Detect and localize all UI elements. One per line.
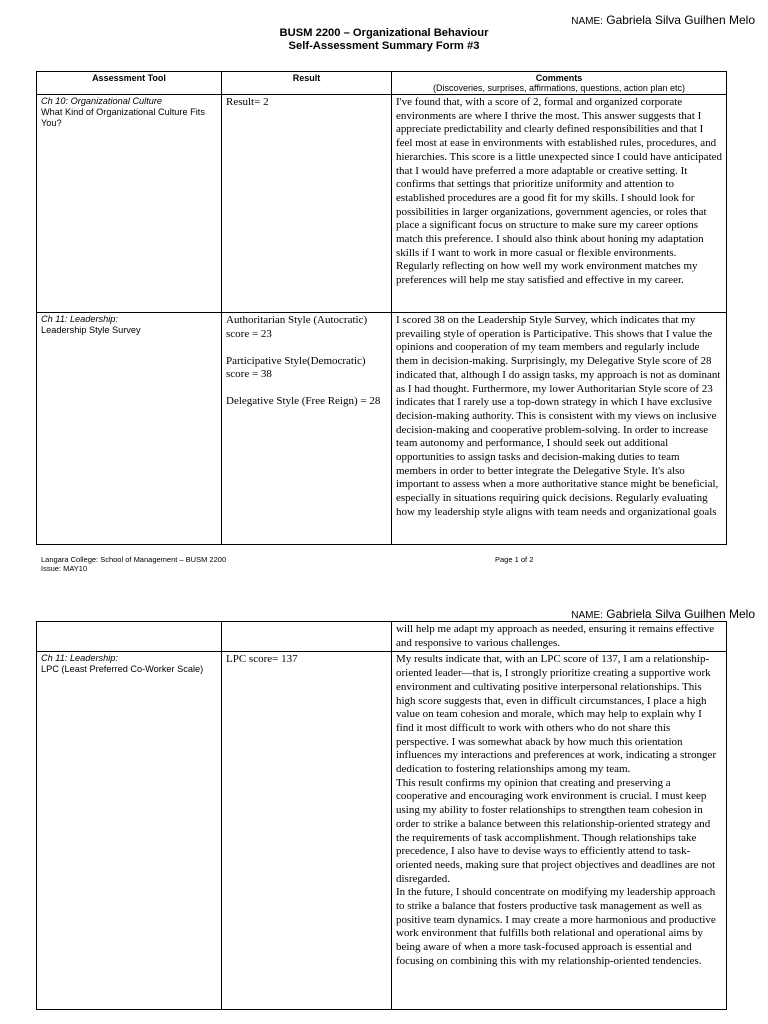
header-comments-sub: (Discoveries, surprises, affirmations, questions, action plan etc) (433, 83, 685, 93)
result-value: Delegative Style (Free Reign) = 28 (226, 395, 381, 407)
result-value: Participative Style(Democratic) score = 38 (226, 354, 366, 380)
tool-cell (37, 95, 222, 313)
comment-cell (392, 313, 727, 545)
tool-name: LPC (Least Preferred Co-Worker Scale) (41, 664, 204, 675)
table-row (37, 95, 727, 313)
page-number: Page 1 of 2 (495, 555, 534, 564)
comment-cell (392, 652, 727, 1010)
name-label: NAME: (571, 610, 603, 621)
name-value: Gabriela Silva Guilhen Melo (606, 13, 755, 27)
result-cell (222, 95, 392, 313)
tool-cell (37, 622, 222, 652)
chapter-label: Ch 11: Leadership: (41, 653, 118, 664)
footer-school: Langara College: School of Management – BUSM 2200 (41, 555, 227, 564)
table-row-continued (37, 622, 727, 652)
table-row (37, 313, 727, 545)
comment-paragraph: will help me adapt my approach as needed, ensuring it remains effective and responsive to various challenges. (396, 623, 715, 649)
comment-paragraph: I've found that, with a score of 2, formal and organized corporate environments are where I thrive the most. This answer suggests that I appreciate predictability and clearly defined responsibilities and that I feel most at ease in environments with established rules, procedures, and hierarchies. This score is a little unexpected since I could have anticipated that I would have preferred a more adaptable or creative setting. It confirms that settings that prioritize uniformity and attention to established procedures are a good fit for my skills. I should look for possibilities in larger organizations, government agencies, or roles that place a significant focus on structure to make sure my career options match this preference. I should also think about honing my adaptation skills if I want to work in more casual or flexible environments. Regularly reflecting on how well my work environment matches my preferences will help me stay satisfied and effective in my career. (396, 96, 723, 287)
comment-paragraph: I scored 38 on the Leadership Style Survey, which indicates that my prevailing style of operation is Participative. This shows that I value the opinions and cooperation of my team members and regularly include them in decision-making. Surprisingly, my Delegative Style score of 28 indicated that, although I do assign tasks, my approach is not as dominant as I had thought. Furthermore, my lower Authoritarian Style score of 23 indicates that I rarely use a top-down strategy in which I have exclusive decision-making authority. This is consistent with my views on inclusive decision-making and cooperative problem-solving. In order to increase team autonomy and performance, I should seek out additional opportunities to assign tasks and decision-making duties to team members in order to better integrate the Delegative Style. It's also important to assess when a more authoritative stance might be beneficial, especially in situations requiring quick decisions. Regularly evaluating how my leadership style aligns with team needs and organizational goals (396, 314, 721, 518)
table-header-row (37, 72, 727, 95)
chapter-label: Ch 10: Organizational Culture (41, 96, 163, 106)
student-name-line (571, 13, 755, 27)
name-value: Gabriela Silva Guilhen Melo (606, 607, 755, 621)
assessment-table-continued (36, 621, 727, 1010)
header-result: Result (222, 72, 392, 95)
header-tool: Assessment Tool (37, 72, 222, 95)
name-label: NAME: (571, 16, 603, 27)
page-footer-left (41, 555, 226, 573)
result-cell (222, 652, 392, 1010)
footer-issue: Issue: MAY10 (41, 564, 88, 573)
table-row (37, 652, 727, 1010)
course-title: BUSM 2200 – Organizational Behaviour (279, 27, 489, 39)
result-value: LPC score= 137 (226, 653, 298, 666)
header-comments: Comments (Discoveries, surprises, affirmations, questions, action plan etc) (392, 72, 727, 95)
assessment-table (36, 71, 727, 545)
result-cell (222, 622, 392, 652)
result-value: Authoritarian Style (Autocratic) score = 23 (226, 314, 368, 340)
comment-paragraph: In the future, I should concentrate on modifying my leadership approach to strike a balance that fosters productive task management as well as positive team dynamics. I may create a more harmonious and productive work environment that fulfills both relational and operational aims by being aware of when a more task-focused approach is essential and focusing on combining this with my relationship-oriented tendencies. (396, 886, 716, 967)
student-name-line (571, 607, 755, 621)
result-cell (222, 313, 392, 545)
form-title-block (0, 27, 768, 53)
tool-cell (37, 652, 222, 1010)
result-value: Result= 2 (226, 96, 269, 108)
tool-name: Leadership Style Survey (41, 325, 141, 335)
comment-paragraph: My results indicate that, with an LPC score of 137, I am a relationship-oriented leader—that is, I strongly prioritize creating a supportive work environment and cultivating positive interpersonal relationships. This high score suggests that, even in difficult circumstances, I place a high value on team cohesion and morale, which may help to explain why I find it most difficult to work with others who do not share this perspective. I was somewhat aback by how much this orientation influences my interactions and preferences at work, indicating a stronger dedication to fostering relationships among my team. (396, 653, 717, 776)
chapter-label: Ch 11: Leadership: (41, 314, 118, 324)
comment-paragraph: This result confirms my opinion that creating and preserving a cooperative and encouraging work environment is crucial. I must keep using my ability to foster relationships to strengthen team cohesion in order to strike a balance between this relationship-oriented strategy and the requirements of task accomplishment. Though relationships take precedence, I also have to devise ways to efficiently attend to task-oriented needs, making sure that project objectives and deadlines are not disregarded. (396, 776, 716, 885)
comment-cell (392, 95, 727, 313)
tool-name: What Kind of Organizational Culture Fits You? (41, 107, 205, 128)
tool-cell (37, 313, 222, 545)
form-title: Self-Assessment Summary Form #3 (288, 40, 480, 52)
comment-cell (392, 622, 727, 652)
